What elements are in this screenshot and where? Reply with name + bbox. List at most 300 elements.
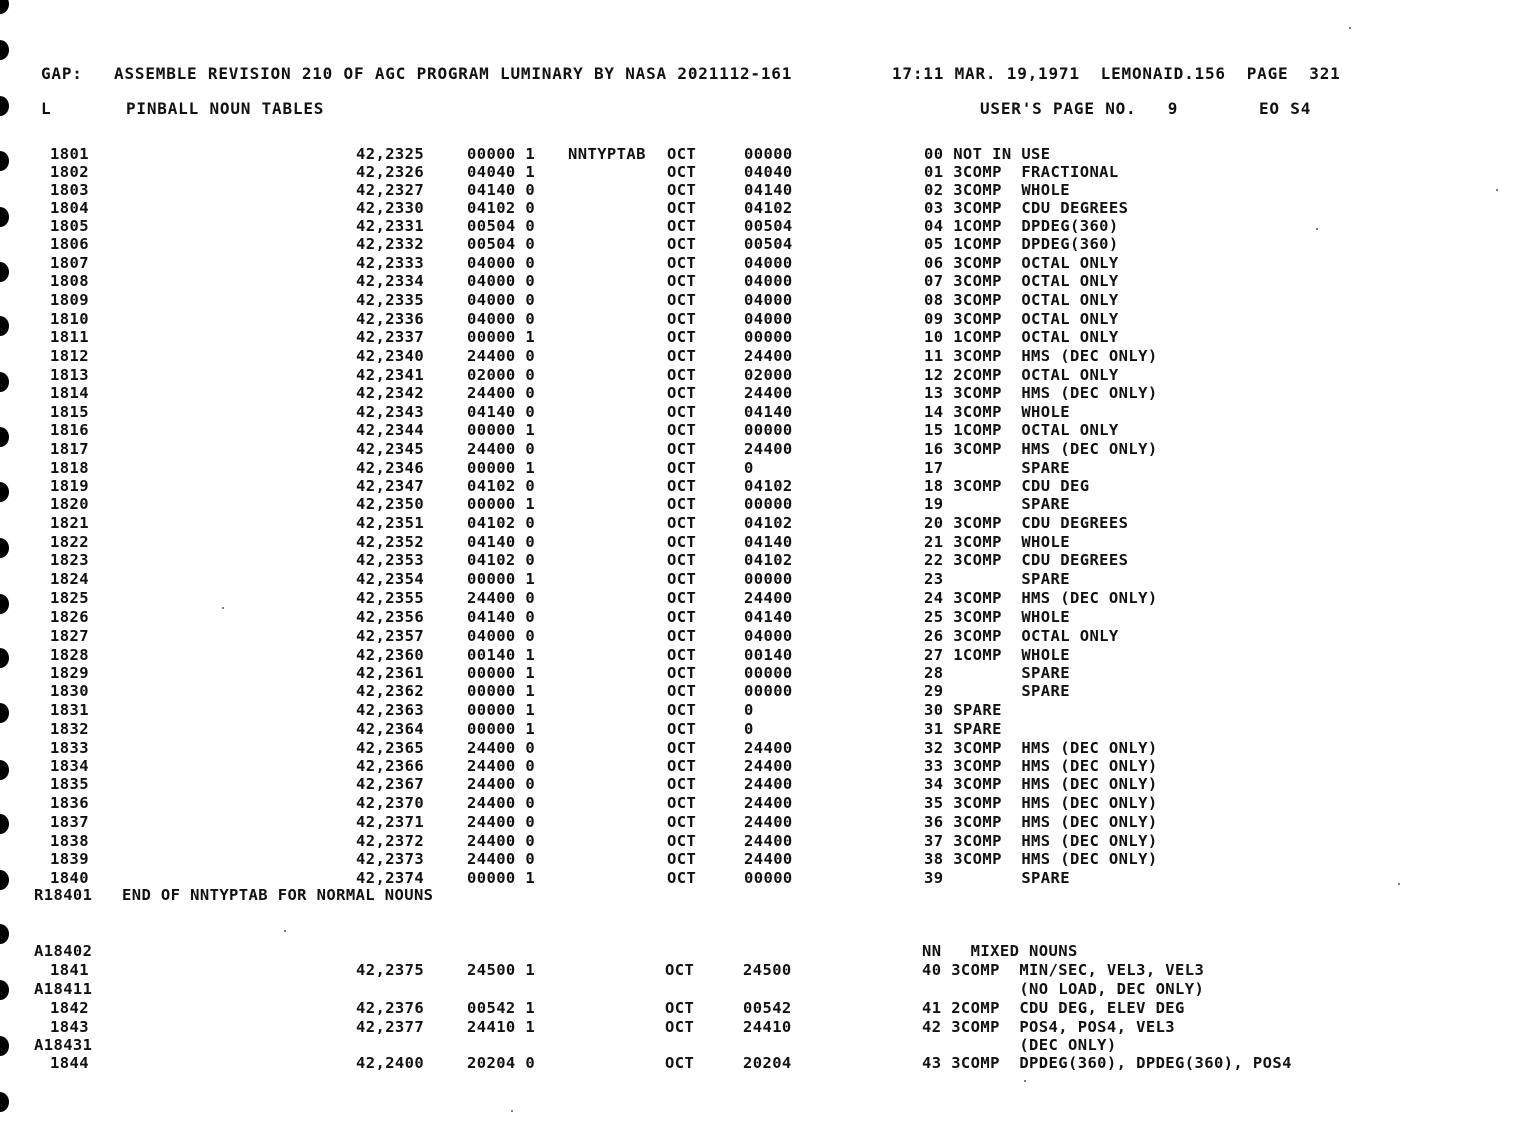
row-comment: 24 3COMP HMS (DEC ONLY) — [924, 589, 1158, 607]
row-addr: 42,2400 — [356, 1054, 425, 1072]
listing-row — [0, 589, 1536, 607]
row-comment: 06 3COMP OCTAL ONLY — [924, 254, 1119, 272]
row-line: 1825 — [50, 589, 89, 607]
row-op: OCT — [667, 533, 697, 551]
row-line: 1842 — [50, 999, 89, 1017]
row-addr: 42,2350 — [356, 495, 425, 513]
row-word: 04000 0 — [467, 310, 536, 328]
row-op: OCT — [667, 646, 697, 664]
row-word: 04040 1 — [467, 163, 536, 181]
users-page-number: USER'S PAGE NO. 9 — [980, 99, 1179, 118]
row-operand: 04000 — [744, 291, 793, 309]
row-operand: 04102 — [744, 199, 793, 217]
row-comment: 29 SPARE — [924, 682, 1070, 700]
row-line: 1818 — [50, 459, 89, 477]
row-addr: 42,2345 — [356, 440, 425, 458]
row-line: 1832 — [50, 720, 89, 738]
row-comment: 15 1COMP OCTAL ONLY — [924, 421, 1119, 439]
row-word: 04000 0 — [467, 272, 536, 290]
row-comment: 16 3COMP HMS (DEC ONLY) — [924, 440, 1158, 458]
row-word: 00000 1 — [467, 328, 536, 346]
row-comment: 25 3COMP WHOLE — [924, 608, 1070, 626]
row-addr: 42,2342 — [356, 384, 425, 402]
row-word: 04000 0 — [467, 254, 536, 272]
row-line: A18411 — [34, 980, 93, 998]
row-word: 04140 0 — [467, 533, 536, 551]
row-addr: 42,2347 — [356, 477, 425, 495]
listing-row — [0, 217, 1536, 235]
row-line: 1826 — [50, 608, 89, 626]
row-op: OCT — [667, 235, 697, 253]
listing-row — [0, 533, 1536, 551]
row-line: 1813 — [50, 366, 89, 384]
row-word: 00000 1 — [467, 682, 536, 700]
row-comment: 22 3COMP CDU DEGREES — [924, 551, 1129, 569]
row-addr: 42,2333 — [356, 254, 425, 272]
row-addr: 42,2371 — [356, 813, 425, 831]
row-line: A18431 — [34, 1036, 93, 1054]
feed-hole — [0, 0, 9, 14]
row-comment: 20 3COMP CDU DEGREES — [924, 514, 1129, 532]
print-speck — [284, 930, 286, 932]
row-addr: 42,2343 — [356, 403, 425, 421]
row-word: 24400 0 — [467, 775, 536, 793]
listing-row — [0, 163, 1536, 181]
listing-row — [0, 347, 1536, 365]
row-word: 24400 0 — [467, 440, 536, 458]
listing-row — [0, 254, 1536, 272]
eo-code: EO S4 — [1259, 99, 1312, 118]
row-op: OCT — [667, 682, 697, 700]
listing-row — [0, 235, 1536, 253]
row-comment: 42 3COMP POS4, POS4, VEL3 — [922, 1018, 1176, 1036]
row-addr: 42,2327 — [356, 181, 425, 199]
row-operand: 00504 — [744, 235, 793, 253]
row-line: 1839 — [50, 850, 89, 868]
row-op: OCT — [667, 664, 697, 682]
row-comment: 34 3COMP HMS (DEC ONLY) — [924, 775, 1158, 793]
row-word: 24410 1 — [467, 1018, 536, 1036]
row-comment: (NO LOAD, DEC ONLY) — [922, 980, 1205, 998]
row-op: OCT — [667, 421, 697, 439]
row-line: 1815 — [50, 403, 89, 421]
row-comment: 08 3COMP OCTAL ONLY — [924, 291, 1119, 309]
row-line: 1811 — [50, 328, 89, 346]
row-addr: 42,2332 — [356, 235, 425, 253]
row-addr: 42,2355 — [356, 589, 425, 607]
row-op: OCT — [665, 1054, 695, 1072]
row-op: OCT — [667, 328, 697, 346]
row-operand: 00000 — [744, 145, 793, 163]
listing-row — [0, 775, 1536, 793]
row-operand: 00504 — [744, 217, 793, 235]
row-operand: 24400 — [744, 347, 793, 365]
row-addr: 42,2341 — [356, 366, 425, 384]
row-operand: 00000 — [744, 328, 793, 346]
row-operand: 0 — [744, 459, 754, 477]
row-operand: 24400 — [744, 757, 793, 775]
row-addr: 42,2362 — [356, 682, 425, 700]
row-operand: 04140 — [744, 181, 793, 199]
row-line: 1836 — [50, 794, 89, 812]
row-word: 04102 0 — [467, 477, 536, 495]
row-addr: 42,2352 — [356, 533, 425, 551]
header-date-page: 17:11 MAR. 19,1971 LEMONAID.156 PAGE 321 — [892, 64, 1341, 83]
listing-row — [0, 869, 1536, 887]
row-word: 00000 1 — [467, 421, 536, 439]
row-addr: 42,2377 — [356, 1018, 425, 1036]
row-word: 24400 0 — [467, 850, 536, 868]
row-comment: 28 SPARE — [924, 664, 1070, 682]
listing-row — [0, 421, 1536, 439]
row-line: 1816 — [50, 421, 89, 439]
row-line: 1822 — [50, 533, 89, 551]
row-operand: 00000 — [744, 869, 793, 887]
row-comment: 02 3COMP WHOLE — [924, 181, 1070, 199]
row-comment: 40 3COMP MIN/SEC, VEL3, VEL3 — [922, 961, 1205, 979]
row-addr: 42,2366 — [356, 757, 425, 775]
row-operand: 04000 — [744, 310, 793, 328]
listing-row — [0, 720, 1536, 738]
row-line: 1837 — [50, 813, 89, 831]
row-op: OCT — [665, 1018, 695, 1036]
row-operand: 00542 — [743, 999, 792, 1017]
row-word: 24400 0 — [467, 813, 536, 831]
row-comment: 35 3COMP HMS (DEC ONLY) — [924, 794, 1158, 812]
row-operand: 24400 — [744, 813, 793, 831]
row-addr: 42,2334 — [356, 272, 425, 290]
row-addr: 42,2376 — [356, 999, 425, 1017]
row-addr: 42,2361 — [356, 664, 425, 682]
row-word: 00504 0 — [467, 235, 536, 253]
row-operand: 00000 — [744, 495, 793, 513]
row-comment: 23 SPARE — [924, 570, 1070, 588]
row-line: R18401 — [34, 886, 93, 904]
row-word: 04000 0 — [467, 291, 536, 309]
row-op: OCT — [667, 366, 697, 384]
row-line: 1834 — [50, 757, 89, 775]
row-operand: 24400 — [744, 589, 793, 607]
row-addr: 42,2336 — [356, 310, 425, 328]
row-operand: 24400 — [744, 775, 793, 793]
row-operand: 04040 — [744, 163, 793, 181]
row-addr: 42,2374 — [356, 869, 425, 887]
row-word: 04000 0 — [467, 627, 536, 645]
print-speck — [1024, 1080, 1026, 1082]
listing-row — [0, 514, 1536, 532]
listing-row — [0, 999, 1536, 1017]
listing-row — [0, 145, 1536, 163]
row-line: 1810 — [50, 310, 89, 328]
row-line: 1807 — [50, 254, 89, 272]
row-comment: 21 3COMP WHOLE — [924, 533, 1070, 551]
row-line: 1830 — [50, 682, 89, 700]
row-operand: 04000 — [744, 254, 793, 272]
row-word: 00140 1 — [467, 646, 536, 664]
row-op: OCT — [667, 477, 697, 495]
row-addr: 42,2357 — [356, 627, 425, 645]
row-line: 1820 — [50, 495, 89, 513]
row-op: OCT — [667, 254, 697, 272]
row-word: 04102 0 — [467, 199, 536, 217]
row-op: OCT — [667, 589, 697, 607]
row-addr: 42,2326 — [356, 163, 425, 181]
row-line: 1804 — [50, 199, 89, 217]
row-comment: 39 SPARE — [924, 869, 1070, 887]
row-operand: 24500 — [743, 961, 792, 979]
row-word: 00000 1 — [467, 495, 536, 513]
listing-row — [0, 942, 1536, 960]
row-op: OCT — [667, 551, 697, 569]
row-operand: 04140 — [744, 533, 793, 551]
row-line: 1817 — [50, 440, 89, 458]
row-comment: 18 3COMP CDU DEG — [924, 477, 1090, 495]
row-addr: 42,2370 — [356, 794, 425, 812]
row-operand: 04000 — [744, 627, 793, 645]
row-line: 1838 — [50, 832, 89, 850]
row-operand: 24400 — [744, 850, 793, 868]
row-addr: 42,2360 — [356, 646, 425, 664]
listing-subheader — [0, 100, 1536, 118]
row-operand: 00000 — [744, 682, 793, 700]
row-op: OCT — [667, 272, 697, 290]
row-word: 00000 1 — [467, 570, 536, 588]
row-op: OCT — [667, 813, 697, 831]
header-program-info: GAP: ASSEMBLE REVISION 210 OF AGC PROGRAM LUMINARY BY NASA 2021112-161 — [41, 64, 793, 83]
row-operand: 20204 — [743, 1054, 792, 1072]
row-addr: 42,2337 — [356, 328, 425, 346]
print-speck — [511, 1110, 513, 1112]
feed-hole — [0, 1092, 9, 1112]
row-line: 1802 — [50, 163, 89, 181]
print-speck — [1349, 27, 1351, 29]
row-operand: 0 — [744, 720, 754, 738]
row-op: OCT — [667, 627, 697, 645]
row-line: 1843 — [50, 1018, 89, 1036]
listing-row — [0, 757, 1536, 775]
row-comment: 11 3COMP HMS (DEC ONLY) — [924, 347, 1158, 365]
row-word: 00000 1 — [467, 459, 536, 477]
row-label: NNTYPTAB — [568, 145, 646, 163]
row-word: 00542 1 — [467, 999, 536, 1017]
row-line: 1823 — [50, 551, 89, 569]
row-word: 24500 1 — [467, 961, 536, 979]
row-comment: 14 3COMP WHOLE — [924, 403, 1070, 421]
row-comment: 26 3COMP OCTAL ONLY — [924, 627, 1119, 645]
row-operand: 24400 — [744, 739, 793, 757]
row-addr: 42,2340 — [356, 347, 425, 365]
row-line: 1828 — [50, 646, 89, 664]
row-line: 1819 — [50, 477, 89, 495]
listing-row — [0, 181, 1536, 199]
row-op: OCT — [667, 291, 697, 309]
row-comment: 09 3COMP OCTAL ONLY — [924, 310, 1119, 328]
row-operand: 00140 — [744, 646, 793, 664]
row-word: 24400 0 — [467, 739, 536, 757]
row-comment: 00 NOT IN USE — [924, 145, 1051, 163]
listing-row — [0, 608, 1536, 626]
row-operand: 0 — [744, 701, 754, 719]
row-operand: 04102 — [744, 551, 793, 569]
row-comment: 04 1COMP DPDEG(360) — [924, 217, 1119, 235]
row-op: OCT — [667, 384, 697, 402]
row-op: OCT — [667, 145, 697, 163]
row-comment: 19 SPARE — [924, 495, 1070, 513]
row-word: 24400 0 — [467, 794, 536, 812]
row-comment: 17 SPARE — [924, 459, 1070, 477]
row-addr: 42,2364 — [356, 720, 425, 738]
row-line: 1812 — [50, 347, 89, 365]
listing-row — [0, 627, 1536, 645]
row-comment: 31 SPARE — [924, 720, 1002, 738]
listing-row — [0, 646, 1536, 664]
listing-row — [0, 199, 1536, 217]
row-operand: 24410 — [743, 1018, 792, 1036]
row-word: 04140 0 — [467, 403, 536, 421]
row-comment: 10 1COMP OCTAL ONLY — [924, 328, 1119, 346]
row-op: OCT — [667, 850, 697, 868]
feed-hole — [0, 40, 9, 60]
row-line: 1806 — [50, 235, 89, 253]
row-addr: 42,2325 — [356, 145, 425, 163]
listing-row — [0, 832, 1536, 850]
row-operand: 02000 — [744, 366, 793, 384]
row-op: OCT — [667, 440, 697, 458]
row-word: 20204 0 — [467, 1054, 536, 1072]
row-word: 00000 1 — [467, 145, 536, 163]
row-comment: 41 2COMP CDU DEG, ELEV DEG — [922, 999, 1185, 1017]
row-comment: 05 1COMP DPDEG(360) — [924, 235, 1119, 253]
row-addr: 42,2373 — [356, 850, 425, 868]
listing-row — [0, 1018, 1536, 1036]
listing-row — [0, 813, 1536, 831]
row-op: OCT — [665, 999, 695, 1017]
row-line: 1829 — [50, 664, 89, 682]
row-op: OCT — [665, 961, 695, 979]
row-addr: 42,2372 — [356, 832, 425, 850]
row-line: 1805 — [50, 217, 89, 235]
row-op: OCT — [667, 514, 697, 532]
row-word: 24400 0 — [467, 384, 536, 402]
row-addr: 42,2335 — [356, 291, 425, 309]
row-line: 1824 — [50, 570, 89, 588]
row-line: 1821 — [50, 514, 89, 532]
row-line: 1844 — [50, 1054, 89, 1072]
row-comment: 30 SPARE — [924, 701, 1002, 719]
listing-row — [0, 886, 1536, 904]
listing-row — [0, 459, 1536, 477]
row-op: OCT — [667, 459, 697, 477]
row-op: OCT — [667, 403, 697, 421]
listing-row — [0, 403, 1536, 421]
listing-row — [0, 664, 1536, 682]
row-op: OCT — [667, 869, 697, 887]
row-line: 1831 — [50, 701, 89, 719]
row-word: 00504 0 — [467, 217, 536, 235]
row-word: 04102 0 — [467, 551, 536, 569]
section-title: PINBALL NOUN TABLES — [126, 99, 325, 118]
row-addr: 42,2331 — [356, 217, 425, 235]
row-operand: 04140 — [744, 608, 793, 626]
row-operand: 24400 — [744, 832, 793, 850]
row-operand: 00000 — [744, 421, 793, 439]
row-comment: 01 3COMP FRACTIONAL — [924, 163, 1119, 181]
row-addr: 42,2354 — [356, 570, 425, 588]
row-addr: 42,2346 — [356, 459, 425, 477]
row-op: OCT — [667, 181, 697, 199]
row-word: 00000 1 — [467, 720, 536, 738]
row-addr: 42,2363 — [356, 701, 425, 719]
row-op: OCT — [667, 757, 697, 775]
row-word: 04140 0 — [467, 181, 536, 199]
row-word: 24400 0 — [467, 589, 536, 607]
row-op: OCT — [667, 794, 697, 812]
listing-row — [0, 794, 1536, 812]
listing-row — [0, 291, 1536, 309]
row-remark: END OF NNTYPTAB FOR NORMAL NOUNS — [122, 886, 434, 904]
row-addr: 42,2375 — [356, 961, 425, 979]
listing-row — [0, 570, 1536, 588]
row-operand: 24400 — [744, 384, 793, 402]
row-line: A18402 — [34, 942, 93, 960]
row-line: 1841 — [50, 961, 89, 979]
row-word: 24400 0 — [467, 347, 536, 365]
row-addr: 42,2353 — [356, 551, 425, 569]
row-line: 1809 — [50, 291, 89, 309]
row-comment: 32 3COMP HMS (DEC ONLY) — [924, 739, 1158, 757]
row-line: 1835 — [50, 775, 89, 793]
row-op: OCT — [667, 775, 697, 793]
row-op: OCT — [667, 608, 697, 626]
row-operand: 00000 — [744, 570, 793, 588]
row-op: OCT — [667, 199, 697, 217]
listing-header — [0, 65, 1536, 83]
subheader-marker: L — [41, 99, 52, 118]
row-operand: 24400 — [744, 794, 793, 812]
row-op: OCT — [667, 310, 697, 328]
row-comment: (DEC ONLY) — [922, 1036, 1117, 1054]
row-addr: 42,2356 — [356, 608, 425, 626]
listing-row — [0, 440, 1536, 458]
row-addr: 42,2344 — [356, 421, 425, 439]
row-word: 04102 0 — [467, 514, 536, 532]
listing-row — [0, 905, 1536, 923]
listing-row — [0, 980, 1536, 998]
listing-row — [0, 328, 1536, 346]
row-comment: 43 3COMP DPDEG(360), DPDEG(360), POS4 — [922, 1054, 1292, 1072]
row-op: OCT — [667, 739, 697, 757]
row-operand: 00000 — [744, 664, 793, 682]
row-word: 00000 1 — [467, 869, 536, 887]
row-word: 24400 0 — [467, 832, 536, 850]
listing-row — [0, 310, 1536, 328]
row-line: 1833 — [50, 739, 89, 757]
row-line: 1801 — [50, 145, 89, 163]
row-operand: 04102 — [744, 514, 793, 532]
listing-row — [0, 384, 1536, 402]
listing-row — [0, 850, 1536, 868]
row-addr: 42,2367 — [356, 775, 425, 793]
row-op: OCT — [667, 570, 697, 588]
row-word: 00000 1 — [467, 664, 536, 682]
row-comment: 27 1COMP WHOLE — [924, 646, 1070, 664]
row-line: 1840 — [50, 869, 89, 887]
row-comment: 13 3COMP HMS (DEC ONLY) — [924, 384, 1158, 402]
listing-row — [0, 1036, 1536, 1054]
row-comment: NN MIXED NOUNS — [922, 942, 1078, 960]
listing-row — [0, 739, 1536, 757]
row-comment: 38 3COMP HMS (DEC ONLY) — [924, 850, 1158, 868]
